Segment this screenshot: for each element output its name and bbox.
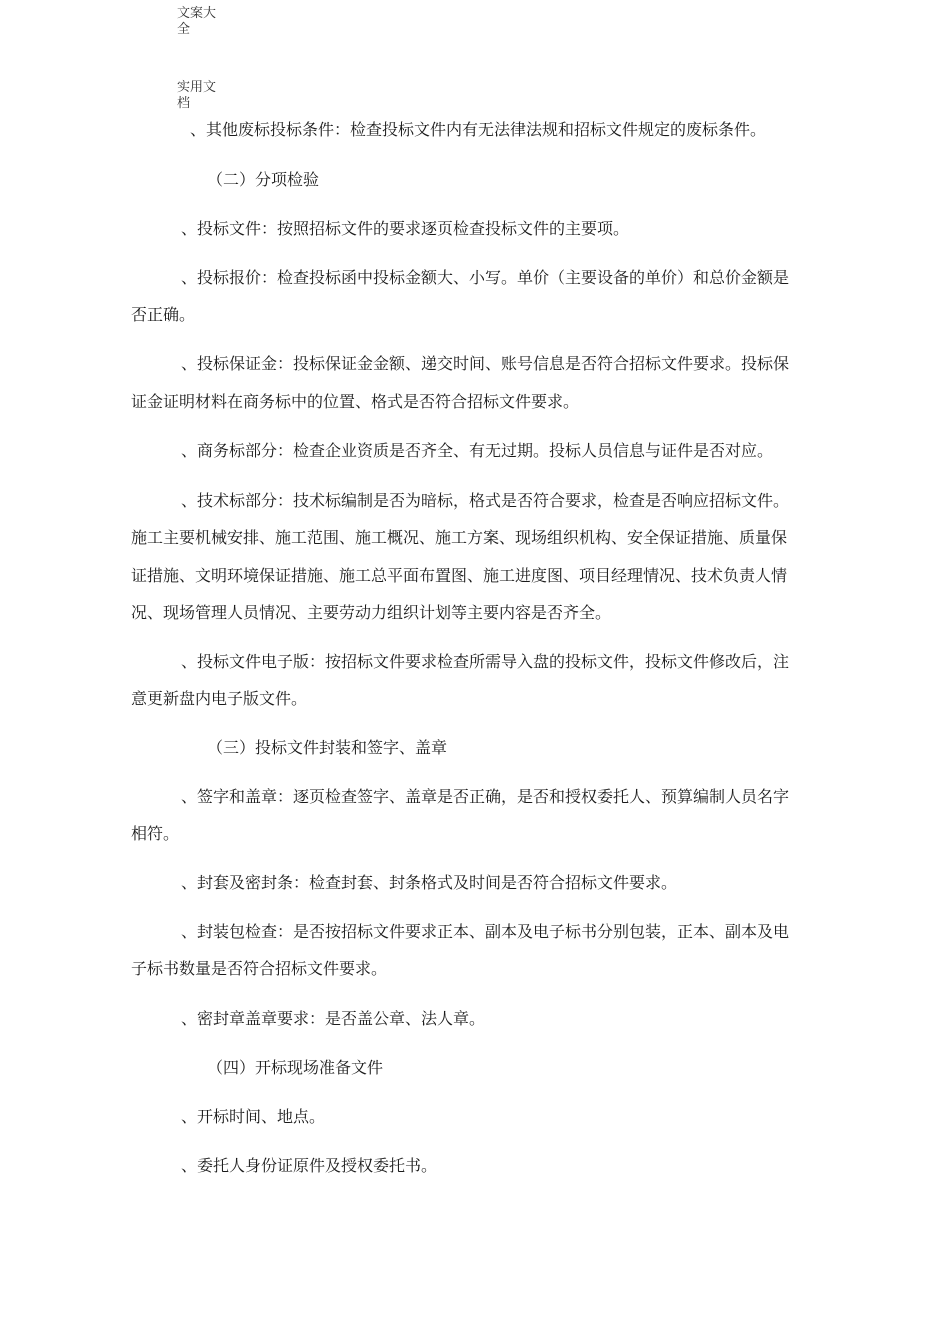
- section-heading-sealing: （三）投标文件封装和签字、盖章: [207, 738, 448, 757]
- paragraph-signature-line2: 相符。: [131, 824, 180, 843]
- paragraph-bid-bond-line2: 证金证明材料在商务标中的位置、格式是否符合招标文件要求。: [131, 392, 580, 411]
- paragraph-signature-line1: 、签字和盖章：逐页检查签字、盖章是否正确，是否和授权委托人、预算编制人员名字: [181, 787, 790, 806]
- header-tag-top: 文案大全: [177, 6, 217, 37]
- paragraph-seal-requirement: 、密封章盖章要求：是否盖公章、法人章。: [181, 1009, 486, 1028]
- paragraph-opening-time: 、开标时间、地点。: [181, 1107, 326, 1126]
- paragraph-electronic-line2: 意更新盘内电子版文件。: [131, 689, 308, 708]
- header-tag-practical: 实用文档: [177, 80, 217, 111]
- paragraph-technical-line1: 、技术标部分：技术标编制是否为暗标，格式是否符合要求，检查是否响应招标文件。: [181, 491, 790, 510]
- paragraph-technical-line2: 施工主要机械安排、施工范围、施工概况、施工方案、现场组织机构、安全保证措施、质量保: [131, 528, 788, 547]
- paragraph-other-disqualify: 、其他废标投标条件：检查投标文件内有无法律法规和招标文件规定的废标条件。: [190, 120, 767, 139]
- paragraph-technical-line4: 况、现场管理人员情况、主要劳动力组织计划等主要内容是否齐全。: [131, 603, 612, 622]
- paragraph-commercial-part: 、商务标部分：检查企业资质是否齐全、有无过期。投标人员信息与证件是否对应。: [181, 441, 774, 460]
- paragraph-bid-document: 、投标文件：按照招标文件的要求逐页检查投标文件的主要项。: [181, 219, 630, 238]
- paragraph-bid-bond-line1: 、投标保证金：投标保证金金额、递交时间、账号信息是否符合招标文件要求。投标保: [181, 354, 790, 373]
- paragraph-package-check-line2: 子标书数量是否符合招标文件要求。: [131, 959, 388, 978]
- paragraph-bid-price-line2: 否正确。: [131, 305, 196, 324]
- paragraph-id-authorization: 、委托人身份证原件及授权委托书。: [181, 1156, 438, 1175]
- section-heading-item-check: （二）分项检验: [207, 170, 320, 189]
- paragraph-package-check-line1: 、封装包检查：是否按招标文件要求正本、副本及电子标书分别包装，正本、副本及电: [181, 922, 790, 941]
- paragraph-envelope-seal: 、封套及密封条：检查封套、封条格式及时间是否符合招标文件要求。: [181, 873, 678, 892]
- paragraph-electronic-line1: 、投标文件电子版：按招标文件要求检查所需导入盘的投标文件，投标文件修改后，注: [181, 652, 790, 671]
- paragraph-technical-line3: 证措施、文明环境保证措施、施工总平面布置图、施工进度图、项目经理情况、技术负责人情: [131, 566, 788, 585]
- paragraph-bid-price-line1: 、投标报价：检查投标函中投标金额大、小写。单价（主要设备的单价）和总价金额是: [181, 268, 790, 287]
- section-heading-opening-docs: （四）开标现场准备文件: [207, 1058, 384, 1077]
